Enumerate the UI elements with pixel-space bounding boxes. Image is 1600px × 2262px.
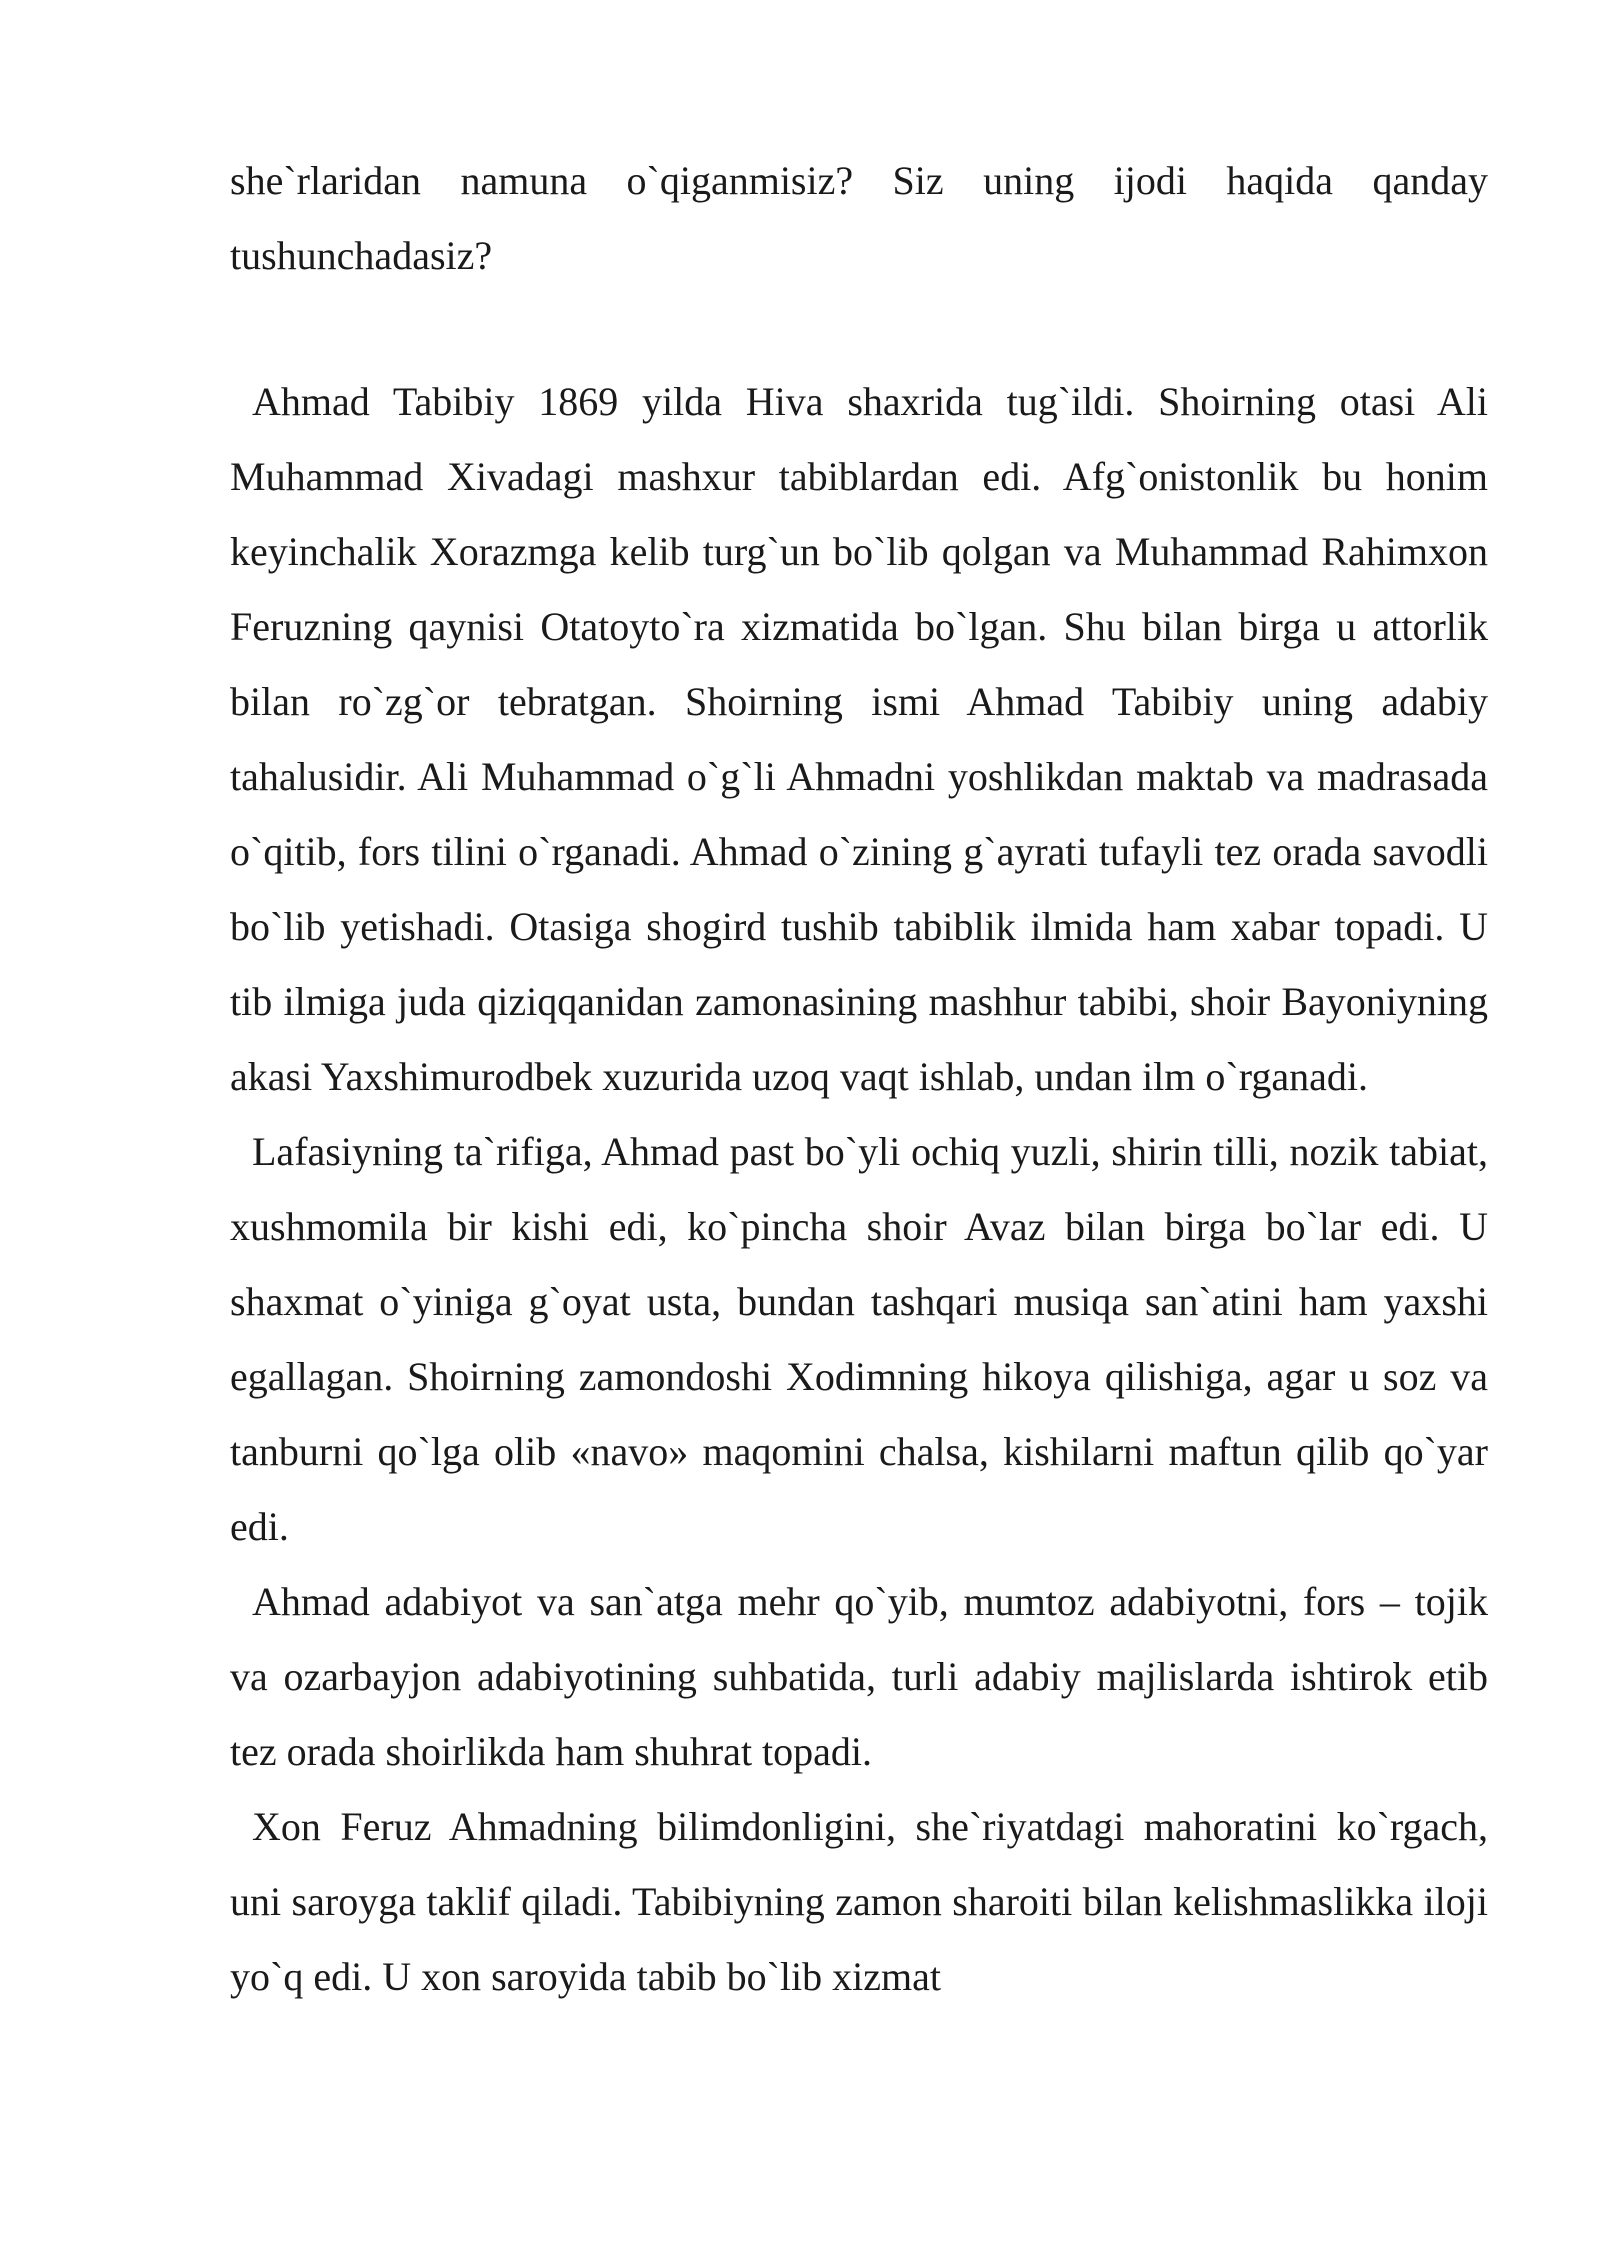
intro-question: she`rlaridan namuna o`qiganmisiz? Siz uning ijodi haqida qanday tushunchadasiz? xyxy=(230,158,1488,278)
paragraph-court: Xon Feruz Ahmadning bilimdonligini, she`riyatdagi mahoratini ko`rgach, uni saroyga taklif qiladi. Tabibiyning zamon sharoiti bilan kelishmaslikka iloji yo`q edi. U xon saroyida tabib bo`lib xizmat xyxy=(230,1804,1488,1999)
paragraph-character: Lafasiyning ta`rifiga, Ahmad past bo`yli ochiq yuzli, shirin tilli, nozik tabiat, xushmomila bir kishi edi, ko`pincha shoir Avaz bilan birga bo`lar edi. U shaxmat o`yiniga g`oyat usta, bundan tashqari musiqa san`atini ham yaxshi egallagan. Shoirning zamondoshi Xodimning hikoya qilishiga, agar u soz va tanburni qo`lga olib «navo» maqomini chalsa, kishilarni maftun qilib qo`yar edi. xyxy=(230,1129,1488,1549)
intro-section xyxy=(230,143,1488,293)
paragraph-literature: Ahmad adabiyot va san`atga mehr qo`yib, mumtoz adabiyotni, fors – tojik va ozarbayjon adabiyotining suhbatida, turli adabiy majlislarda ishtirok etib tez orada shoirlikda ham shuhrat topadi. xyxy=(230,1579,1488,1774)
biography-section xyxy=(230,364,1488,2014)
paragraph-birth-family: Ahmad Tabibiy 1869 yilda Hiva shaxrida tug`ildi. Shoirning otasi Ali Muhammad Xivadagi mashxur tabiblardan edi. Afg`onistonlik bu honim keyinchalik Xorazmga kelib turg`un bo`lib qolgan va Muhammad Rahimxon Feruzning qaynisi Otatoyto`ra xizmatida bo`lgan. Shu bilan birga u attorlik bilan ro`zg`or tebratgan. Shoirning ismi Ahmad Tabibiy uning adabiy tahalusidir. Ali Muhammad o`g`li Ahmadni yoshlikdan maktab va madrasada o`qitib, fors tilini o`rganadi. Ahmad o`zining g`ayrati tufayli tez orada savodli bo`lib yetishadi. Otasiga shogird tushib tabiblik ilmida ham xabar topadi. U tib ilmiga juda qiziqqanidan zamonasining mashhur tabibi, shoir Bayoniyning akasi Yaxshimurodbek xuzurida uzoq vaqt ishlab, undan ilm o`rganadi. xyxy=(230,379,1488,1099)
